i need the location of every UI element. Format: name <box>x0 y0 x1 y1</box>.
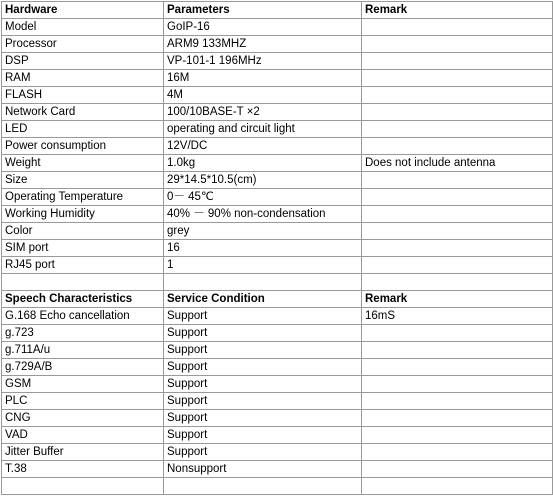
table-cell: Working Humidity <box>2 206 164 223</box>
table-row <box>2 206 553 223</box>
empty-cell <box>164 478 362 495</box>
table-row <box>2 325 553 342</box>
table-cell: grey <box>164 223 362 240</box>
speech-header-row <box>2 291 553 308</box>
table-cell: Processor <box>2 36 164 53</box>
table-cell: SIM port <box>2 240 164 257</box>
spec-table <box>1 1 553 495</box>
table-cell <box>362 19 553 36</box>
hardware-header: Hardware <box>2 2 164 19</box>
table-cell: Size <box>2 172 164 189</box>
table-cell <box>362 36 553 53</box>
table-cell: 16 <box>164 240 362 257</box>
table-cell <box>362 70 553 87</box>
table-row <box>2 155 553 172</box>
table-cell: CNG <box>2 410 164 427</box>
table-cell <box>362 172 553 189</box>
table-cell: Weight <box>2 155 164 172</box>
table-cell <box>362 444 553 461</box>
table-row <box>2 393 553 410</box>
table-cell: RAM <box>2 70 164 87</box>
table-cell <box>362 121 553 138</box>
table-cell: Support <box>164 393 362 410</box>
table-row <box>2 138 553 155</box>
table-cell: 4M <box>164 87 362 104</box>
table-row <box>2 308 553 325</box>
table-cell: DSP <box>2 53 164 70</box>
table-cell: Jitter Buffer <box>2 444 164 461</box>
table-cell: Network Card <box>2 104 164 121</box>
table-cell: 16M <box>164 70 362 87</box>
table-cell: Support <box>164 308 362 325</box>
table-cell: VAD <box>2 427 164 444</box>
table-cell <box>362 240 553 257</box>
table-cell <box>362 189 553 206</box>
remark-header: Remark <box>362 291 553 308</box>
table-cell <box>362 87 553 104</box>
table-cell: PLC <box>2 393 164 410</box>
table-cell: ARM9 133MHZ <box>164 36 362 53</box>
table-cell <box>362 257 553 274</box>
table-cell <box>362 410 553 427</box>
table-cell: VP-101-1 196MHz <box>164 53 362 70</box>
table-row <box>2 53 553 70</box>
table-row <box>2 87 553 104</box>
table-cell: Support <box>164 410 362 427</box>
spacer-row <box>2 478 553 495</box>
table-cell: Support <box>164 427 362 444</box>
table-cell <box>362 461 553 478</box>
table-cell <box>362 104 553 121</box>
table-cell: Model <box>2 19 164 36</box>
speech-characteristics-header: Speech Characteristics <box>2 291 164 308</box>
table-cell <box>362 376 553 393</box>
table-cell: GoIP-16 <box>164 19 362 36</box>
spec-table-body <box>2 2 553 495</box>
table-cell: 12V/DC <box>164 138 362 155</box>
service-condition-header: Service Condition <box>164 291 362 308</box>
table-row <box>2 342 553 359</box>
table-cell: Nonsupport <box>164 461 362 478</box>
table-cell <box>362 223 553 240</box>
table-row <box>2 240 553 257</box>
table-cell: g.729A/B <box>2 359 164 376</box>
table-row <box>2 359 553 376</box>
empty-cell <box>2 478 164 495</box>
table-row <box>2 189 553 206</box>
table-cell <box>362 342 553 359</box>
table-row <box>2 19 553 36</box>
table-cell: 100/10BASE-T ×2 <box>164 104 362 121</box>
spacer-row <box>2 274 553 291</box>
table-cell: 29*14.5*10.5(cm) <box>164 172 362 189</box>
table-cell: T.38 <box>2 461 164 478</box>
table-row <box>2 36 553 53</box>
table-row <box>2 121 553 138</box>
table-cell: GSM <box>2 376 164 393</box>
table-cell: Support <box>164 444 362 461</box>
table-cell: Color <box>2 223 164 240</box>
table-row <box>2 70 553 87</box>
table-cell: 16mS <box>362 308 553 325</box>
empty-cell <box>164 274 362 291</box>
table-cell <box>362 53 553 70</box>
table-cell: Support <box>164 359 362 376</box>
hardware-header-row <box>2 2 553 19</box>
table-cell <box>362 138 553 155</box>
table-cell: 1.0kg <box>164 155 362 172</box>
table-cell: 40% － 90% non-condensation <box>164 206 362 223</box>
table-cell: Support <box>164 376 362 393</box>
table-cell <box>362 393 553 410</box>
table-cell: 0－ 45℃ <box>164 189 362 206</box>
table-row <box>2 444 553 461</box>
table-cell <box>362 206 553 223</box>
table-cell: Power consumption <box>2 138 164 155</box>
empty-cell <box>362 478 553 495</box>
parameters-header: Parameters <box>164 2 362 19</box>
table-cell <box>362 359 553 376</box>
table-cell: RJ45 port <box>2 257 164 274</box>
table-row <box>2 104 553 121</box>
empty-cell <box>362 274 553 291</box>
table-row <box>2 376 553 393</box>
remark-header: Remark <box>362 2 553 19</box>
table-row <box>2 223 553 240</box>
table-cell <box>362 325 553 342</box>
table-row <box>2 172 553 189</box>
table-cell: LED <box>2 121 164 138</box>
table-row <box>2 461 553 478</box>
table-cell: Support <box>164 325 362 342</box>
table-cell: Does not include antenna <box>362 155 553 172</box>
table-cell: Support <box>164 342 362 359</box>
table-cell: G.168 Echo cancellation <box>2 308 164 325</box>
table-row <box>2 257 553 274</box>
table-cell: Operating Temperature <box>2 189 164 206</box>
table-cell <box>362 427 553 444</box>
table-row <box>2 427 553 444</box>
table-cell: 1 <box>164 257 362 274</box>
empty-cell <box>2 274 164 291</box>
table-cell: g.723 <box>2 325 164 342</box>
table-cell: operating and circuit light <box>164 121 362 138</box>
table-cell: FLASH <box>2 87 164 104</box>
table-row <box>2 410 553 427</box>
table-cell: g.711A/u <box>2 342 164 359</box>
